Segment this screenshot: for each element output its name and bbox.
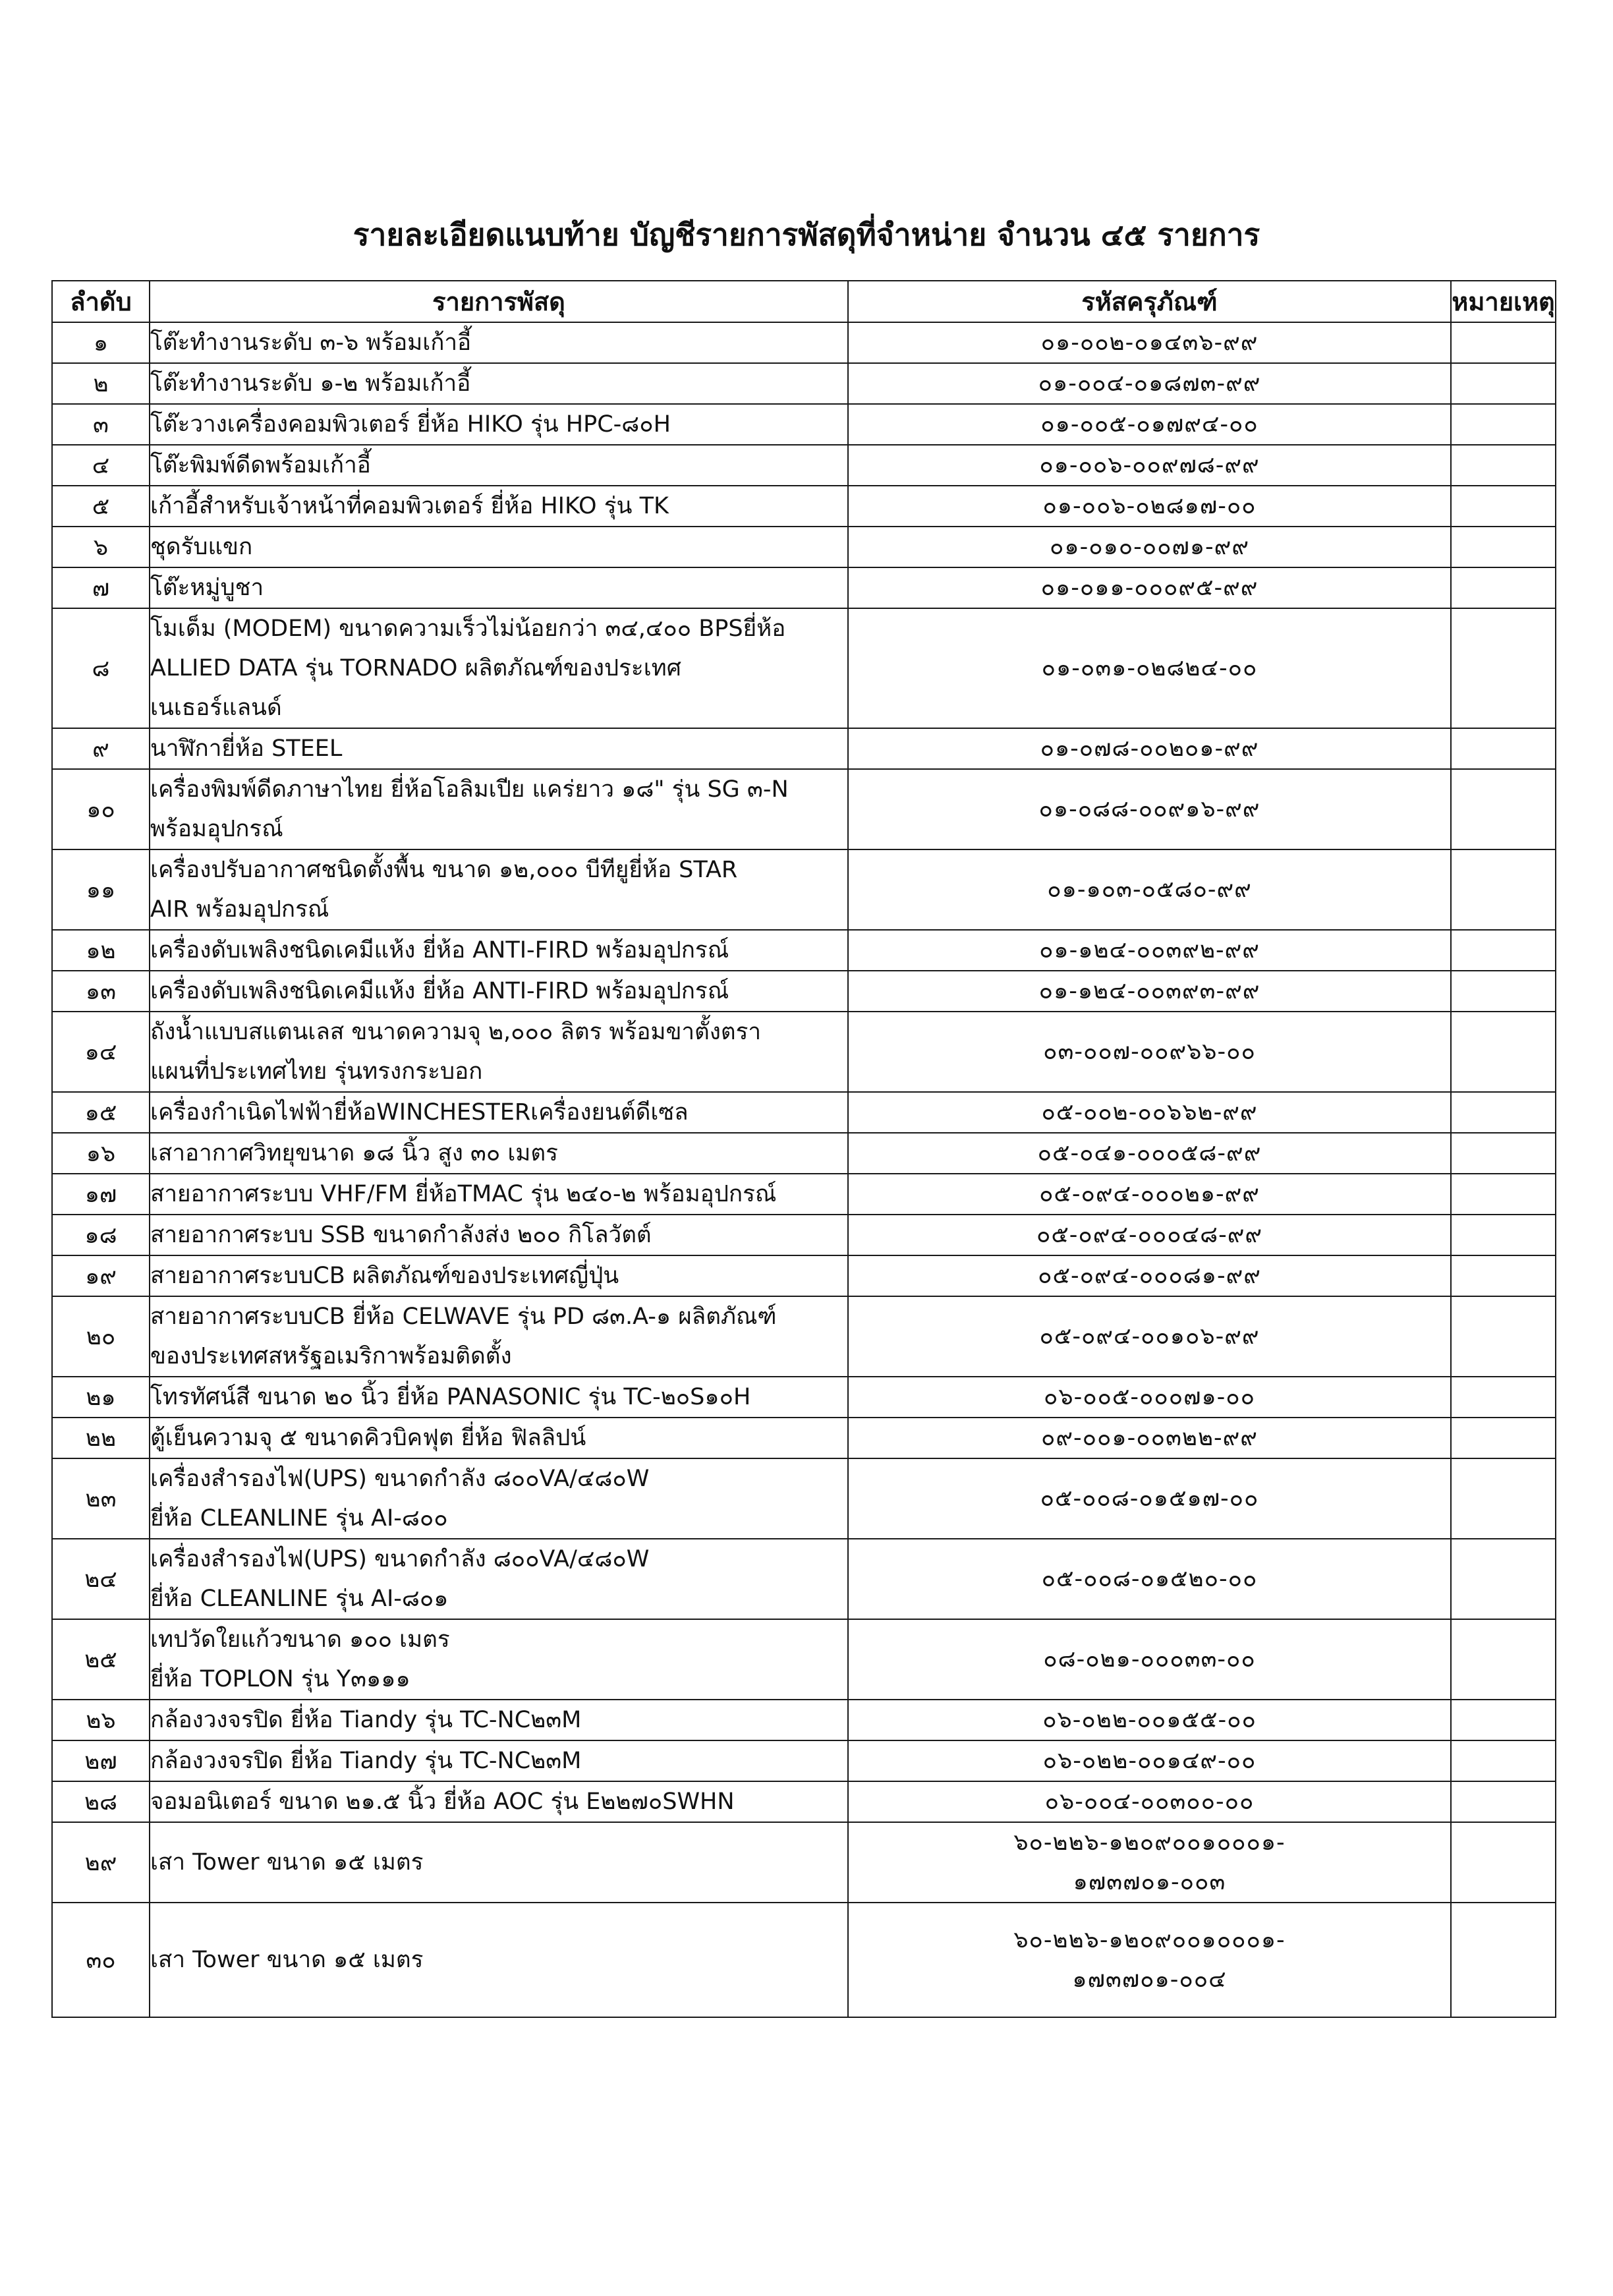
row-code: ๐๕-๐๔๑-๐๐๐๕๘-๙๙ — [848, 1133, 1451, 1174]
row-item: เสา Tower ขนาด ๑๕ เมตร — [150, 1822, 848, 1903]
table-row — [52, 567, 1556, 608]
table-row — [52, 1377, 1556, 1418]
row-item: โมเด็ม (MODEM) ขนาดความเร็วไม่น้อยกว่า ๓๔,๔๐๐ BPSยี่ห้อ ALLIED DATA รุ่น TORNADO ผลิตภัณฑ์ของประเทศ เนเธอร์แลนด์ — [150, 608, 848, 728]
row-item: เครื่องกำเนิดไฟฟ้ายี่ห้อWINCHESTERเครื่องยนต์ดีเซล — [150, 1092, 848, 1133]
row-note — [1451, 1781, 1556, 1822]
row-number: ๔ — [52, 445, 150, 486]
row-note — [1451, 1174, 1556, 1215]
table-row — [52, 1458, 1556, 1539]
row-item: เครื่องปรับอากาศชนิดตั้งพื้น ขนาด ๑๒,๐๐๐ บีทียูยี่ห้อ STAR AIR พร้อมอุปกรณ์ — [150, 849, 848, 930]
table-row — [52, 1418, 1556, 1458]
row-code: ๐๑-๐๓๑-๐๒๘๒๔-๐๐ — [848, 608, 1451, 728]
row-code: ๐๖-๐๒๒-๐๐๑๕๕-๐๐ — [848, 1700, 1451, 1740]
row-code: ๐๑-๑๐๓-๐๕๘๐-๙๙ — [848, 849, 1451, 930]
row-number: ๒ — [52, 363, 150, 404]
items-table — [51, 280, 1556, 2018]
row-number: ๒๗ — [52, 1740, 150, 1781]
row-item: โต๊ะวางเครื่องคอมพิวเตอร์ ยี่ห้อ HIKO รุ่น HPC-๘๐H — [150, 404, 848, 445]
table-row — [52, 404, 1556, 445]
table-row — [52, 608, 1556, 728]
row-note — [1451, 971, 1556, 1012]
table-row — [52, 769, 1556, 849]
row-note — [1451, 1619, 1556, 1700]
row-item: สายอากาศระบบCB ผลิตภัณฑ์ของประเทศญี่ปุ่น — [150, 1255, 848, 1296]
table-row — [52, 1781, 1556, 1822]
row-item: เครื่องสำรองไฟ(UPS) ขนาดกำลัง ๘๐๐VA/๔๘๐W ยี่ห้อ CLEANLINE รุ่น AI-๘๐๑ — [150, 1539, 848, 1619]
row-item: เครื่องพิมพ์ดีดภาษาไทย ยี่ห้อโอลิมเปีย แคร่ยาว ๑๘" รุ่น SG ๓-N พร้อมอุปกรณ์ — [150, 769, 848, 849]
row-code: ๐๙-๐๐๑-๐๐๓๒๒-๙๙ — [848, 1418, 1451, 1458]
row-item: เทปวัดใยแก้วขนาด ๑๐๐ เมตร ยี่ห้อ TOPLON รุ่น Y๓๑๑๑ — [150, 1619, 848, 1700]
header-note: หมายเหตุ — [1451, 281, 1556, 322]
row-note — [1451, 567, 1556, 608]
row-number: ๗ — [52, 567, 150, 608]
header-item: รายการพัสดุ — [150, 281, 848, 322]
row-note — [1451, 1539, 1556, 1619]
row-item: เสา Tower ขนาด ๑๕ เมตร — [150, 1903, 848, 2017]
row-item: สายอากาศระบบ SSB ขนาดกำลังส่ง ๒๐๐ กิโลวัตต์ — [150, 1215, 848, 1255]
table-row — [52, 1012, 1556, 1092]
row-note — [1451, 1296, 1556, 1377]
row-number: ๒๘ — [52, 1781, 150, 1822]
row-note — [1451, 1903, 1556, 2017]
row-code: ๖๐-๒๒๖-๑๒๐๙๐๐๑๐๐๐๑- ๑๗๓๗๐๑-๐๐๓ — [848, 1822, 1451, 1903]
row-note — [1451, 1255, 1556, 1296]
row-item: ตู้เย็นความจุ ๕ ขนาดคิวบิคฟุต ยี่ห้อ ฟิลลิปน์ — [150, 1418, 848, 1458]
table-header-row — [52, 281, 1556, 322]
table-row — [52, 1092, 1556, 1133]
row-code: ๐๑-๐๐๒-๐๑๔๓๖-๙๙ — [848, 322, 1451, 363]
header-no: ลำดับ — [52, 281, 150, 322]
table-row — [52, 322, 1556, 363]
row-number: ๑๐ — [52, 769, 150, 849]
row-note — [1451, 1215, 1556, 1255]
row-code: ๐๖-๐๐๕-๐๐๐๗๑-๐๐ — [848, 1377, 1451, 1418]
row-note — [1451, 849, 1556, 930]
row-note — [1451, 930, 1556, 971]
row-number: ๑๑ — [52, 849, 150, 930]
row-note — [1451, 1133, 1556, 1174]
row-number: ๑๔ — [52, 1012, 150, 1092]
row-note — [1451, 1012, 1556, 1092]
table-row — [52, 486, 1556, 527]
row-number: ๑๖ — [52, 1133, 150, 1174]
row-note — [1451, 1092, 1556, 1133]
table-row — [52, 445, 1556, 486]
row-item: กล้องวงจรปิด ยี่ห้อ Tiandy รุ่น TC-NC๒๓M — [150, 1700, 848, 1740]
row-code: ๐๖-๐๒๒-๐๐๑๔๙-๐๐ — [848, 1740, 1451, 1781]
table-row — [52, 1174, 1556, 1215]
row-code: ๐๓-๐๐๗-๐๐๙๖๖-๐๐ — [848, 1012, 1451, 1092]
row-number: ๙ — [52, 728, 150, 769]
table-row — [52, 1822, 1556, 1903]
row-code: ๖๐-๒๒๖-๑๒๐๙๐๐๑๐๐๐๑- ๑๗๓๗๐๑-๐๐๔ — [848, 1903, 1451, 2017]
row-item: โต๊ะหมู่บูชา — [150, 567, 848, 608]
page-title: รายละเอียดแนบท้าย บัญชีรายการพัสดุที่จำหน่าย จำนวน ๔๕ รายการ — [353, 217, 1260, 252]
table-row — [52, 1539, 1556, 1619]
table-row — [52, 1255, 1556, 1296]
row-number: ๒๓ — [52, 1458, 150, 1539]
row-note — [1451, 769, 1556, 849]
row-code: ๐๘-๐๒๑-๐๐๐๓๓-๐๐ — [848, 1619, 1451, 1700]
row-note — [1451, 1740, 1556, 1781]
row-note — [1451, 1458, 1556, 1539]
row-item: นาฬิกายี่ห้อ STEEL — [150, 728, 848, 769]
row-item: กล้องวงจรปิด ยี่ห้อ Tiandy รุ่น TC-NC๒๓M — [150, 1740, 848, 1781]
row-item: เสาอากาศวิทยุขนาด ๑๘ นิ้ว สูง ๓๐ เมตร — [150, 1133, 848, 1174]
row-code: ๐๕-๐๙๔-๐๐๐๘๑-๙๙ — [848, 1255, 1451, 1296]
table-body — [52, 322, 1556, 2017]
row-code: ๐๑-๐๗๘-๐๐๒๐๑-๙๙ — [848, 728, 1451, 769]
row-code: ๐๑-๐๐๖-๐๒๘๑๗-๐๐ — [848, 486, 1451, 527]
row-number: ๒๙ — [52, 1822, 150, 1903]
row-note — [1451, 728, 1556, 769]
table-row — [52, 1700, 1556, 1740]
row-number: ๑๒ — [52, 930, 150, 971]
table-row — [52, 1903, 1556, 2017]
row-item: สายอากาศระบบCB ยี่ห้อ CELWAVE รุ่น PD ๘๓.A-๑ ผลิตภัณฑ์ ของประเทศสหรัฐอเมริกาพร้อมติดตั้ง — [150, 1296, 848, 1377]
row-number: ๘ — [52, 608, 150, 728]
table-row — [52, 1215, 1556, 1255]
table-row — [52, 1740, 1556, 1781]
row-number: ๑๓ — [52, 971, 150, 1012]
row-code: ๐๕-๐๐๘-๐๑๕๑๗-๐๐ — [848, 1458, 1451, 1539]
row-code: ๐๕-๐๙๔-๐๐๑๐๖-๙๙ — [848, 1296, 1451, 1377]
row-code: ๐๑-๐๑๑-๐๐๐๙๕-๙๙ — [848, 567, 1451, 608]
row-number: ๑๕ — [52, 1092, 150, 1133]
table-row — [52, 1619, 1556, 1700]
row-code: ๐๕-๐๙๔-๐๐๐๒๑-๙๙ — [848, 1174, 1451, 1215]
row-number: ๖ — [52, 527, 150, 567]
row-code: ๐๑-๐๐๔-๐๑๘๗๓-๙๙ — [848, 363, 1451, 404]
row-item: โต๊ะทำงานระดับ ๑-๒ พร้อมเก้าอี้ — [150, 363, 848, 404]
row-code: ๐๑-๐๐๖-๐๐๙๗๘-๙๙ — [848, 445, 1451, 486]
table-row — [52, 1296, 1556, 1377]
row-note — [1451, 1418, 1556, 1458]
row-number: ๒๔ — [52, 1539, 150, 1619]
row-item: โต๊ะพิมพ์ดีดพร้อมเก้าอี้ — [150, 445, 848, 486]
row-note — [1451, 404, 1556, 445]
table-row — [52, 930, 1556, 971]
row-note — [1451, 322, 1556, 363]
row-note — [1451, 486, 1556, 527]
row-code: ๐๕-๐๙๔-๐๐๐๔๘-๙๙ — [848, 1215, 1451, 1255]
row-number: ๓ — [52, 404, 150, 445]
row-number: ๒๒ — [52, 1418, 150, 1458]
row-item: จอมอนิเตอร์ ขนาด ๒๑.๕ นิ้ว ยี่ห้อ AOC รุ่น E๒๒๗๐SWHN — [150, 1781, 848, 1822]
row-number: ๒๕ — [52, 1619, 150, 1700]
row-code: ๐๕-๐๐๒-๐๐๖๖๒-๙๙ — [848, 1092, 1451, 1133]
row-note — [1451, 608, 1556, 728]
row-item: เครื่องดับเพลิงชนิดเคมีแห้ง ยี่ห้อ ANTI-FIRD พร้อมอุปกรณ์ — [150, 930, 848, 971]
header-code: รหัสครุภัณฑ์ — [848, 281, 1451, 322]
row-item: โต๊ะทำงานระดับ ๓-๖ พร้อมเก้าอี้ — [150, 322, 848, 363]
table-row — [52, 363, 1556, 404]
table-row — [52, 1133, 1556, 1174]
row-number: ๒๑ — [52, 1377, 150, 1418]
row-code: ๐๑-๐๐๕-๐๑๗๙๔-๐๐ — [848, 404, 1451, 445]
row-number: ๕ — [52, 486, 150, 527]
row-item: เครื่องสำรองไฟ(UPS) ขนาดกำลัง ๘๐๐VA/๔๘๐W ยี่ห้อ CLEANLINE รุ่น AI-๘๐๐ — [150, 1458, 848, 1539]
table-row — [52, 971, 1556, 1012]
table-row — [52, 728, 1556, 769]
row-code: ๐๑-๑๒๔-๐๐๓๙๒-๙๙ — [848, 930, 1451, 971]
row-note — [1451, 363, 1556, 404]
row-code: ๐๑-๐๑๐-๐๐๗๑-๙๙ — [848, 527, 1451, 567]
row-item: ถังน้ำแบบสแตนเลส ขนาดความจุ ๒,๐๐๐ ลิตร พร้อมขาตั้งตรา แผนที่ประเทศไทย รุ่นทรงกระบอก — [150, 1012, 848, 1092]
row-item: เครื่องดับเพลิงชนิดเคมีแห้ง ยี่ห้อ ANTI-FIRD พร้อมอุปกรณ์ — [150, 971, 848, 1012]
row-code: ๐๑-๐๘๘-๐๐๙๑๖-๙๙ — [848, 769, 1451, 849]
row-item: ชุดรับแขก — [150, 527, 848, 567]
table-row — [52, 527, 1556, 567]
row-note — [1451, 527, 1556, 567]
row-code: ๐๕-๐๐๘-๐๑๕๒๐-๐๐ — [848, 1539, 1451, 1619]
row-note — [1451, 1822, 1556, 1903]
row-note — [1451, 1377, 1556, 1418]
row-item: สายอากาศระบบ VHF/FM ยี่ห้อTMAC รุ่น ๒๔๐-๒ พร้อมอุปกรณ์ — [150, 1174, 848, 1215]
row-note — [1451, 445, 1556, 486]
row-code: ๐๖-๐๐๔-๐๐๓๐๐-๐๐ — [848, 1781, 1451, 1822]
row-item: โทรทัศน์สี ขนาด ๒๐ นิ้ว ยี่ห้อ PANASONIC รุ่น TC-๒๐S๑๐H — [150, 1377, 848, 1418]
row-number: ๑๗ — [52, 1174, 150, 1215]
row-number: ๒๖ — [52, 1700, 150, 1740]
row-code: ๐๑-๑๒๔-๐๐๓๙๓-๙๙ — [848, 971, 1451, 1012]
table-row — [52, 849, 1556, 930]
row-note — [1451, 1700, 1556, 1740]
row-number: ๒๐ — [52, 1296, 150, 1377]
row-item: เก้าอี้สำหรับเจ้าหน้าที่คอมพิวเตอร์ ยี่ห้อ HIKO รุ่น TK — [150, 486, 848, 527]
row-number: ๑๙ — [52, 1255, 150, 1296]
row-number: ๓๐ — [52, 1903, 150, 2017]
row-number: ๑๘ — [52, 1215, 150, 1255]
row-number: ๑ — [52, 322, 150, 363]
